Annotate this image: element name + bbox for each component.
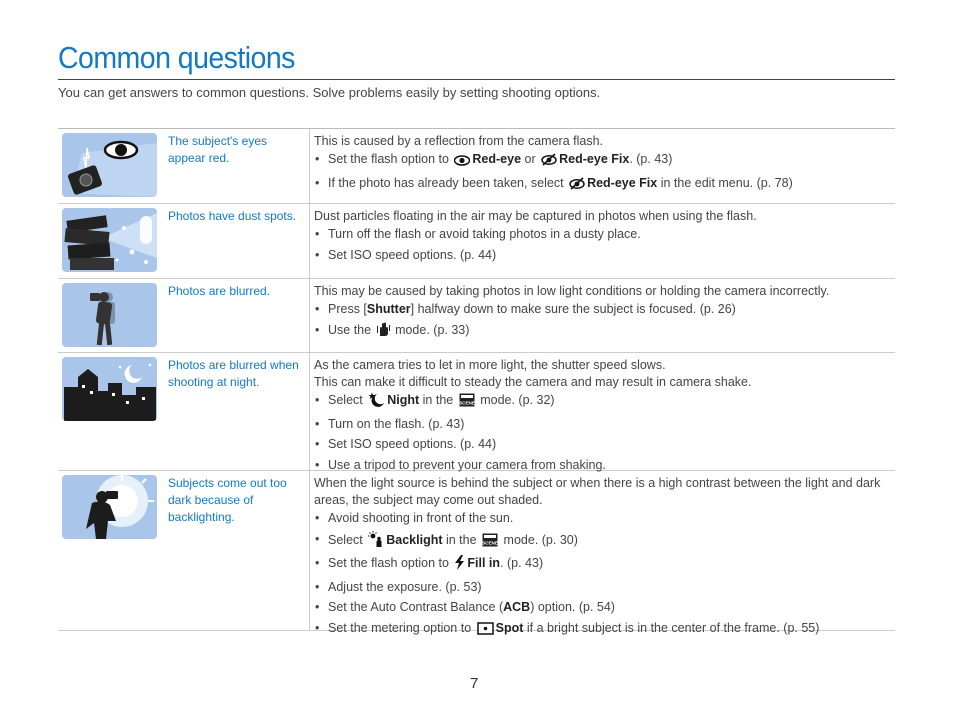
text: Set the flash option to xyxy=(328,556,449,570)
faq-row-dust xyxy=(58,204,895,279)
backlight-icon xyxy=(368,531,384,552)
faq-row-backlight xyxy=(58,471,895,635)
spot-metering-icon xyxy=(477,622,494,640)
faq-question: Subjects come out too dark because of backlighting. xyxy=(164,471,310,630)
faq-row-night xyxy=(58,353,895,471)
text: or xyxy=(524,152,536,166)
backlight-option: Backlight xyxy=(386,532,443,547)
answer-bullet: • Set ISO speed options. (p. 44) xyxy=(314,247,895,264)
answer-bullet xyxy=(314,175,895,195)
answer-bullet xyxy=(314,620,895,640)
backlight-illustration-icon xyxy=(62,475,157,539)
answer-bullet xyxy=(314,301,895,318)
faq-row-blurred xyxy=(58,279,895,353)
text: in the xyxy=(445,532,477,547)
red-eye-option: Red-eye xyxy=(472,152,522,166)
night-illustration-icon xyxy=(62,357,157,421)
night-icon xyxy=(368,392,385,412)
scene-icon-label: SCENE xyxy=(482,540,498,545)
text: Set the metering option to xyxy=(328,620,472,635)
scene-icon xyxy=(459,393,475,412)
answer-intro: As the camera tries to let in more light, the shutter speed slows. xyxy=(314,358,666,372)
answer-bullet: • Avoid shooting in front of the sun. xyxy=(314,510,895,527)
text: mode. (p. 30) xyxy=(503,532,578,547)
text: Set the Auto Contrast Balance ( xyxy=(328,600,504,614)
night-illustration xyxy=(58,353,164,470)
text: Select xyxy=(328,393,363,407)
flash-fill-icon xyxy=(454,555,465,575)
shutter-key: Shutter xyxy=(366,302,411,316)
answer-bullet xyxy=(314,392,895,412)
scene-icon xyxy=(482,533,498,552)
eye-icon xyxy=(454,154,470,171)
text: . (p. 43) xyxy=(500,556,544,570)
answer-bullet: • Turn on the flash. (p. 43) xyxy=(314,416,895,433)
backlight-illustration xyxy=(58,471,164,630)
acb-option: ACB xyxy=(503,600,531,614)
night-option: Night xyxy=(387,393,420,407)
text: if a bright subject is in the center of the frame. (p. 55) xyxy=(526,620,820,635)
text: in the xyxy=(422,393,454,407)
faq-answer xyxy=(310,129,895,203)
answer-intro: Dust particles floating in the air may be captured in photos when using the flash. xyxy=(314,209,757,223)
answer-bullet xyxy=(314,531,895,552)
faq-answer xyxy=(310,204,895,278)
answer-bullet: • Set ISO speed options. (p. 44) xyxy=(314,436,895,453)
page-title: Common questions xyxy=(58,40,295,75)
answer-bullet xyxy=(314,151,895,171)
text: Press [ xyxy=(328,302,367,316)
text: mode. (p. 32) xyxy=(480,393,555,407)
text: mode. (p. 33) xyxy=(395,322,470,337)
answer-bullet xyxy=(314,555,895,575)
text: Set the flash option to xyxy=(328,152,449,166)
title-rule xyxy=(58,79,895,80)
blurred-illustration xyxy=(58,279,164,352)
answer-bullet xyxy=(314,599,895,616)
text: Select xyxy=(328,532,363,547)
faq-row-red-eye xyxy=(58,129,895,204)
eye-fix-icon xyxy=(541,153,557,171)
spot-option: Spot xyxy=(495,620,524,635)
page-subtitle: You can get answers to common questions. Solve problems easily by setting shooting options. xyxy=(58,85,601,100)
text: in the edit menu. (p. 78) xyxy=(660,175,793,190)
text: . (p. 43) xyxy=(629,152,673,166)
hand-shake-icon xyxy=(377,322,390,342)
fill-in-option: Fill in xyxy=(467,556,501,570)
faq-question: Photos have dust spots. xyxy=(164,204,310,278)
text: ] halfway down to make sure the subject is focused. (p. 26) xyxy=(410,302,736,316)
red-eye-fix-option: Red-eye Fix xyxy=(559,152,630,166)
faq-question: Photos are blurred. xyxy=(164,279,310,352)
dust-illustration-icon xyxy=(62,208,157,272)
answer-bullet: • Use a tripod to prevent your camera from shaking. xyxy=(314,457,895,474)
red-eye-fix-option: Red-eye Fix xyxy=(587,175,658,190)
answer-bullet xyxy=(314,322,895,342)
faq-answer xyxy=(310,279,895,352)
blurred-illustration-icon xyxy=(62,283,157,347)
red-eye-illustration-icon xyxy=(62,133,157,197)
answer-bullet: • Turn off the flash or avoid taking photos in a dusty place. xyxy=(314,226,895,243)
faq-answer xyxy=(310,353,895,470)
text: If the photo has already been taken, select xyxy=(328,175,564,190)
text: Use the xyxy=(328,322,372,337)
red-eye-illustration xyxy=(58,129,164,203)
text: ) option. (p. 54) xyxy=(530,600,615,614)
answer-intro: This may be caused by taking photos in low light conditions or holding the camera incorrectly. xyxy=(314,284,830,298)
page-number: 7 xyxy=(470,675,479,692)
faq-table xyxy=(58,128,895,635)
eye-fix-icon xyxy=(569,177,585,195)
scene-icon-label: SCENE xyxy=(458,400,475,406)
faq-question: The subject's eyes appear red. xyxy=(164,129,310,203)
dust-illustration xyxy=(58,204,164,278)
answer-bullet: • Adjust the exposure. (p. 53) xyxy=(314,579,895,596)
faq-answer xyxy=(310,471,895,635)
answer-intro: When the light source is behind the subject or when there is a high contrast between the light and dark areas, the subject may come out shaded. xyxy=(314,476,881,507)
answer-intro: This can make it difficult to steady the camera and may result in camera shake. xyxy=(314,375,752,389)
answer-intro: This is caused by a reflection from the camera flash. xyxy=(314,134,604,148)
faq-question: Photos are blurred when shooting at night. xyxy=(164,353,310,470)
